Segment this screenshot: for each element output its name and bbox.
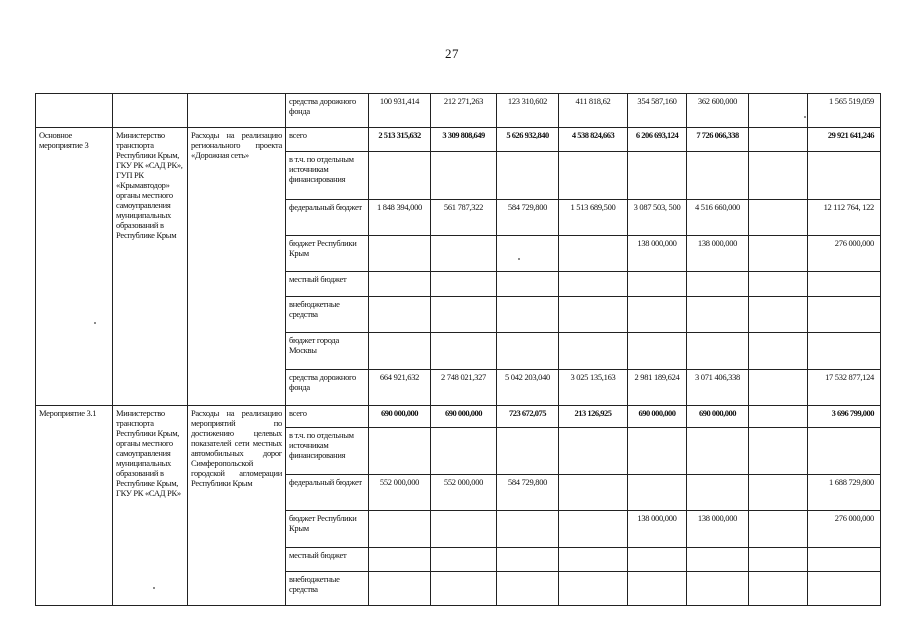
value-cell [431,272,497,297]
table-row [36,128,881,152]
source-label: всего [286,406,369,428]
value-cell [749,333,808,370]
value-cell [559,152,628,200]
value-cell [497,333,559,370]
value-cell [431,152,497,200]
scan-speck [153,587,155,589]
value-cell: 3 071 406,338 [687,370,749,406]
value-cell [628,272,687,297]
value-cell: 2 981 189,624 [628,370,687,406]
event-name-cell: Основное мероприятие 3 [36,128,113,406]
value-cell: 213 126,925 [559,406,628,428]
total-value-cell: 3 696 799,000 [808,406,881,428]
value-cell [687,272,749,297]
value-cell: 1 513 689,500 [559,200,628,236]
value-cell [749,370,808,406]
value-cell [369,511,431,548]
value-cell [369,548,431,572]
source-label: бюджет города Москвы [286,333,369,370]
value-cell: 212 271,263 [431,94,497,128]
value-cell [687,297,749,333]
value-cell [497,548,559,572]
value-cell: 690 000,000 [687,406,749,428]
value-cell [497,428,559,475]
value-cell [628,152,687,200]
value-cell [628,475,687,511]
value-cell [687,152,749,200]
value-cell [559,297,628,333]
value-cell: 1 848 394,000 [369,200,431,236]
value-cell: 4 538 824,663 [559,128,628,152]
value-cell [687,428,749,475]
value-cell: 690 000,000 [369,406,431,428]
value-cell [431,548,497,572]
value-cell: 354 587,160 [628,94,687,128]
source-label: средства дорожного фонда [286,94,369,128]
value-cell: 138 000,000 [687,236,749,272]
value-cell [749,428,808,475]
total-value-cell: 276 000,000 [808,511,881,548]
value-cell [749,152,808,200]
value-cell: 6 206 693,124 [628,128,687,152]
total-value-cell [808,548,881,572]
value-cell: 3 025 135,163 [559,370,628,406]
value-cell [749,572,808,606]
total-value-cell [808,428,881,475]
value-cell [749,475,808,511]
source-label: средства дорожного фонда [286,370,369,406]
value-cell [431,572,497,606]
source-label: местный бюджет [286,272,369,297]
value-cell [749,128,808,152]
value-cell: 411 818,62 [559,94,628,128]
value-cell [497,297,559,333]
value-cell [749,406,808,428]
value-cell: 584 729,800 [497,200,559,236]
value-cell [628,428,687,475]
value-cell: 561 787,322 [431,200,497,236]
value-cell [628,333,687,370]
source-label: внебюджетные средства [286,572,369,606]
total-value-cell [808,272,881,297]
scan-speck [804,116,806,118]
value-cell: 664 921,632 [369,370,431,406]
value-cell [369,152,431,200]
value-cell: 123 310,602 [497,94,559,128]
description-cell [188,94,286,128]
source-label: федеральный бюджет [286,475,369,511]
value-cell [749,297,808,333]
value-cell [369,297,431,333]
total-value-cell [808,152,881,200]
value-cell [431,236,497,272]
description-cell: Расходы на реализацию мероприятий по достижению целевых показателей сети местных автомобильных дорог Симферопольской городской агломерации Республики Крым [188,406,286,606]
total-value-cell: 29 921 641,246 [808,128,881,152]
value-cell [559,572,628,606]
total-value-cell: 1 565 519,059 [808,94,881,128]
value-cell [559,475,628,511]
event-name-cell: Мероприятие 3.1 [36,406,113,606]
value-cell [431,297,497,333]
value-cell [369,572,431,606]
source-label: всего [286,128,369,152]
value-cell [559,272,628,297]
value-cell [559,333,628,370]
value-cell [749,94,808,128]
value-cell: 5 042 203,040 [497,370,559,406]
table-row [36,94,881,128]
page-number: 27 [445,46,459,61]
executor-cell [113,94,188,128]
source-label: внебюджетные средства [286,297,369,333]
total-value-cell [808,572,881,606]
value-cell: 552 000,000 [369,475,431,511]
value-cell [497,236,559,272]
event-name-cell [36,94,113,128]
value-cell: 3 087 503, 500 [628,200,687,236]
value-cell [559,548,628,572]
value-cell: 138 000,000 [628,236,687,272]
value-cell: 2 748 021,327 [431,370,497,406]
total-value-cell: 276 000,000 [808,236,881,272]
value-cell [431,333,497,370]
budget-table [35,93,881,606]
value-cell [687,572,749,606]
source-label: федеральный бюджет [286,200,369,236]
value-cell [369,333,431,370]
value-cell [431,428,497,475]
value-cell [749,236,808,272]
source-label: местный бюджет [286,548,369,572]
scan-speck [518,258,520,260]
value-cell [687,548,749,572]
value-cell [369,272,431,297]
value-cell: 584 729,800 [497,475,559,511]
value-cell: 3 309 808,649 [431,128,497,152]
value-cell [749,511,808,548]
value-cell: 4 516 660,000 [687,200,749,236]
value-cell [559,236,628,272]
value-cell: 690 000,000 [431,406,497,428]
source-label: бюджет Республики Крым [286,511,369,548]
value-cell [369,428,431,475]
total-value-cell: 17 532 877,124 [808,370,881,406]
value-cell [628,548,687,572]
value-cell [497,152,559,200]
value-cell [749,200,808,236]
value-cell [497,572,559,606]
value-cell [559,511,628,548]
value-cell [497,511,559,548]
value-cell: 552 000,000 [431,475,497,511]
value-cell [369,236,431,272]
total-value-cell [808,297,881,333]
value-cell: 723 672,075 [497,406,559,428]
table-row [36,406,881,428]
value-cell [431,511,497,548]
value-cell: 138 000,000 [687,511,749,548]
total-value-cell: 1 688 729,800 [808,475,881,511]
total-value-cell: 12 112 764, 122 [808,200,881,236]
source-label: в т.ч. по отдельным источникам финансирования [286,428,369,475]
value-cell: 362 600,000 [687,94,749,128]
value-cell: 7 726 066,338 [687,128,749,152]
value-cell: 138 000,000 [628,511,687,548]
executor-cell: Министерство транспорта Республики Крым, органы местного самоуправления муниципальных образований в Республике Крым, ГКУ РК «САД РК» [113,406,188,606]
source-label: в т.ч. по отдельным источникам финансирования [286,152,369,200]
value-cell: 5 626 932,840 [497,128,559,152]
value-cell [749,272,808,297]
value-cell [749,548,808,572]
source-label: бюджет Республики Крым [286,236,369,272]
value-cell [497,272,559,297]
value-cell: 2 513 315,632 [369,128,431,152]
value-cell [687,475,749,511]
value-cell [559,428,628,475]
description-cell: Расходы на реализацию регионального проекта «Дорожная сеть» [188,128,286,406]
executor-cell: Министерство транспорта Республики Крым, ГКУ РК «САД РК», ГУП РК «Крымавтодор» органы местного самоуправления муниципальных образований в Республике Крым [113,128,188,406]
value-cell [687,333,749,370]
value-cell [628,297,687,333]
total-value-cell [808,333,881,370]
scan-speck [94,322,96,324]
value-cell: 690 000,000 [628,406,687,428]
value-cell: 100 931,414 [369,94,431,128]
value-cell [628,572,687,606]
